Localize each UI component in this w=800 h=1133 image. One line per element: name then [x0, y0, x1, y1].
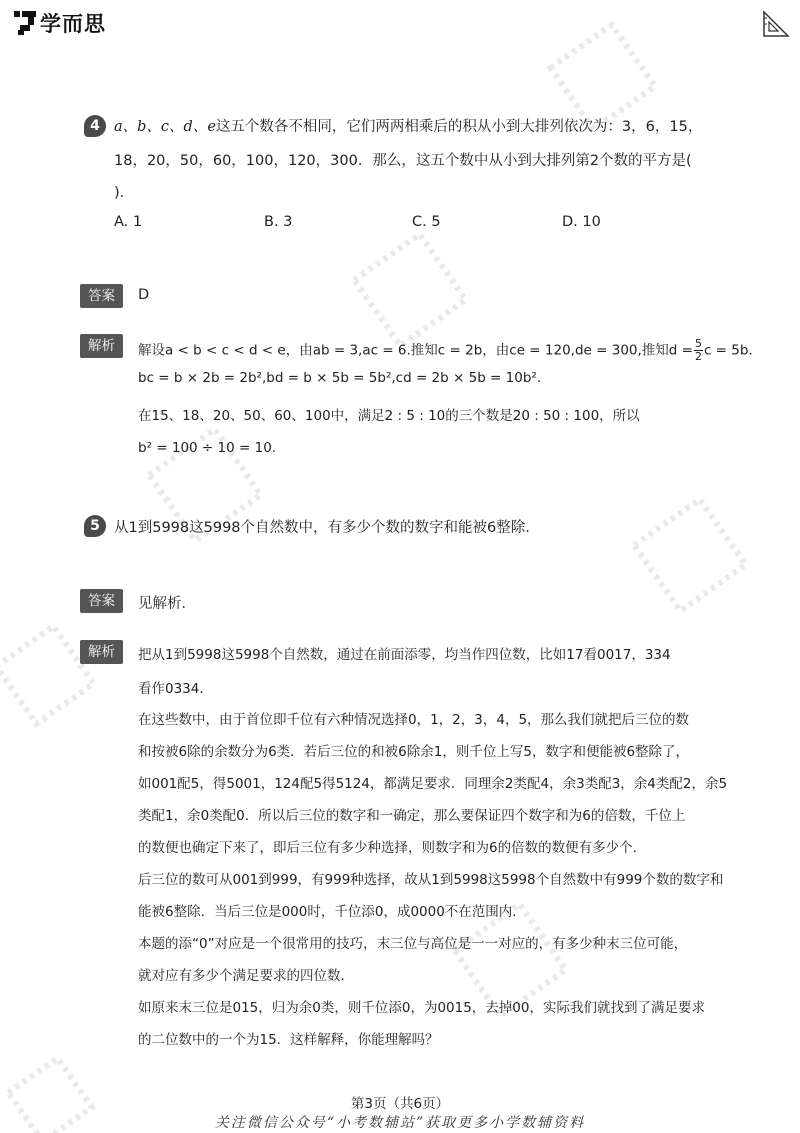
analysis-tag: 解析 [80, 334, 123, 358]
q5-answer: 见解析． [138, 596, 196, 612]
ruler-triangle-icon [762, 10, 790, 38]
q5-analysis-line: 就对应有多少个满足要求的四位数． [138, 968, 354, 984]
q4-analysis-line-1b: c = 5b． [703, 342, 762, 359]
q4-analysis-line-2: bc = b × 2b = 2b²,bd = b × 5b = 5b²,cd = 2b × 5b = 10b². [138, 370, 542, 386]
fraction-five-halves [694, 338, 703, 363]
q5-analysis-line: 本题的添“0”对应是一个很常用的技巧，末三位与高位是一一对应的，有多少种末三位可能， [138, 936, 688, 952]
q4-analysis-line-1a: 解设a < b < c < d < e，由ab = 3,ac = 6.推知c = 2b，由ce = 120,de = 300,推知d = [138, 342, 693, 359]
q4-option-c: C. 5 [412, 214, 441, 230]
q5-analysis-line: 如001配5，得5001，124配5得5124，都满足要求．同理余2类配4，余3类配3，余4类配2，余5 [138, 776, 728, 792]
q5-question: 从1到5998这5998个自然数中，有多少个数的数字和能被6整除． [114, 520, 540, 536]
question-number-badge: 4 [84, 115, 106, 137]
q5-analysis-line: 如原来末三位是015，归为余0类，则千位添0，为0015，去掉00，实际我们就找到了满足要求 [138, 1000, 705, 1016]
brand-name: 学而思 [40, 12, 106, 36]
q5-analysis-line: 在这些数中，由于首位即千位有六种情况选择0，1，2，3，4，5，那么我们就把后三位的数 [138, 712, 690, 728]
q5-analysis-line: 的二位数中的一个为15．这样解释，你能理解吗？ [138, 1032, 439, 1048]
q4-analysis-line-3: 在15、18、20、50、60、100中，满足2 : 5 : 10的三个数是20 : 50 : 100，所以 [138, 408, 640, 424]
q4-analysis-line-4: b² = 100 ÷ 10 = 10． [138, 440, 286, 456]
q5-analysis-line: 能被6整除．当后三位是000时，千位添0，成0000不在范围内． [138, 904, 526, 920]
logo-mark-icon [14, 11, 36, 35]
footer-notice: 关注微信公众号“小考数辅站”获取更多小学数辅资料 [214, 1115, 586, 1131]
q4-line-3: )． [114, 185, 135, 201]
q5-analysis-line: 和按被6除的余数分为6类．若后三位的和被6除余1，则千位上写5，数字和便能被6整除了， [138, 744, 690, 760]
fraction-denominator: 2 [694, 350, 702, 363]
q5-analysis-line: 的数便也确定下来了，即后三位有多少种选择，则数字和为6的倍数的数便有多少个． [138, 840, 647, 856]
q5-analysis-line: 看作0334． [138, 681, 213, 697]
analysis-tag: 解析 [80, 640, 123, 664]
q4-line-2: 18，20，50，60，100，120，300．那么，这五个数中从小到大排列第2个数的平方是( [114, 153, 692, 169]
q4-analysis-line-1 [138, 338, 762, 363]
q4-option-a: A. 1 [114, 214, 143, 230]
question-number-badge: 5 [84, 515, 106, 537]
q4-line-1 [114, 110, 702, 144]
q4-answer: D [138, 287, 150, 303]
q4-option-b: B. 3 [264, 214, 293, 230]
q5-analysis-line: 把从1到5998这5998个自然数，通过在前面添零，均当作四位数，比如17看0017，334 [138, 647, 671, 663]
page-number: 第3页（共6页） [350, 1096, 450, 1112]
fraction-numerator: 5 [694, 337, 702, 350]
answer-tag: 答案 [80, 284, 123, 308]
answer-tag: 答案 [80, 589, 123, 613]
brand-logo [14, 8, 106, 38]
q4-variables: a、b、c、d、e [114, 119, 216, 135]
q5-analysis-line: 类配1，余0类配0．所以后三位的数字和一确定，那么要保证四个数字和为6的倍数，千位上 [138, 808, 686, 824]
q4-line-1-text: 这五个数各不相同，它们两两相乘后的积从小到大排列依次为：3，6，15， [215, 119, 703, 135]
q4-option-d: D. 10 [562, 214, 601, 230]
q5-analysis-line: 后三位的数可从001到999，有999种选择，故从1到5998这5998个自然数中有999个数的数字和 [138, 872, 724, 888]
